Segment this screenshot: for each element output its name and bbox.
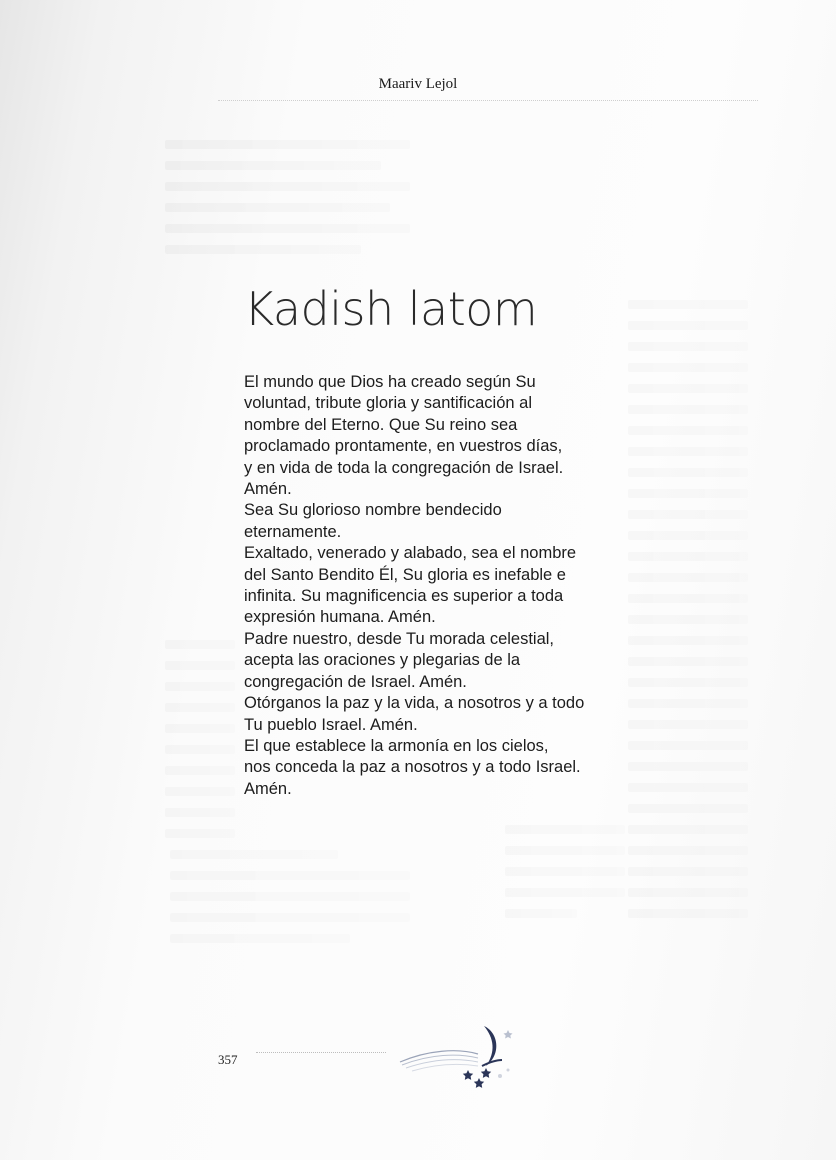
text-line: proclamado prontamente, en vuestros días, bbox=[244, 437, 563, 456]
text-line: del Santo Bendito Él, Su gloria es inefable e bbox=[244, 565, 566, 584]
text-line: congregación de Israel. Amén. bbox=[244, 672, 467, 691]
text-line: Exaltado, venerado y alabado, sea el nombre bbox=[244, 544, 577, 563]
text-line: nombre del Eterno. Que Su reino sea bbox=[244, 415, 518, 434]
text-line: El mundo que Dios ha creado según Su bbox=[244, 373, 536, 391]
bleed-through-left-column bbox=[165, 140, 410, 266]
text-line: Tu pueblo Israel. Amén. bbox=[244, 715, 418, 734]
text-line: expresión humana. Amén. bbox=[244, 608, 436, 627]
footer-rule bbox=[256, 1052, 386, 1053]
text-line: eternamente. bbox=[244, 522, 342, 541]
prayer-text bbox=[244, 372, 624, 800]
text-line: Padre nuestro, desde Tu morada celestial, bbox=[244, 629, 555, 648]
text-line: voluntad, tribute gloria y santificación al bbox=[244, 394, 532, 413]
text-line: Amén. bbox=[244, 480, 292, 499]
text-line: El que establece la armonía en los cielos, bbox=[244, 736, 549, 755]
running-header: Maariv Lejol bbox=[378, 76, 458, 92]
moon-and-stars-ornament-icon bbox=[398, 1020, 528, 1095]
bleed-through-bottom-block bbox=[505, 825, 625, 930]
text-line: y en vida de toda la congregación de Israel. bbox=[244, 458, 564, 477]
bleed-through-lower-left bbox=[170, 850, 410, 955]
text-line: Amén. bbox=[244, 779, 292, 798]
text-line: Sea Su glorioso nombre bendecido bbox=[244, 501, 502, 520]
bleed-through-left-column-lower bbox=[165, 640, 235, 850]
text-line: nos conceda la paz a nosotros y a todo Israel. bbox=[244, 758, 581, 777]
page-number: 357 bbox=[218, 1052, 238, 1067]
header-rule bbox=[218, 100, 758, 101]
text-line: acepta las oraciones y plegarias de la bbox=[244, 651, 521, 670]
text-line: Otórganos la paz y la vida, a nosotros y a todo bbox=[244, 694, 585, 713]
bleed-through-right-column bbox=[628, 300, 748, 930]
page-title: Kadish latom bbox=[244, 282, 538, 336]
text-line: infinita. Su magnificencia es superior a toda bbox=[244, 587, 564, 606]
